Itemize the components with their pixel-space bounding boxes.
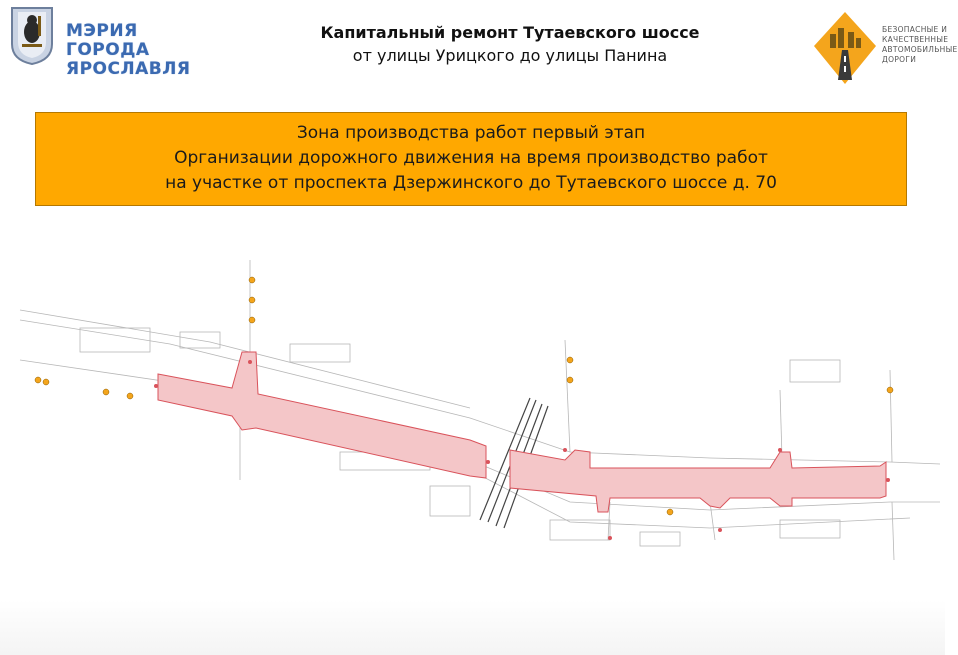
banner-line-1: Зона производства работ первый этап	[296, 123, 646, 143]
traffic-scheme-drawing	[10, 240, 942, 610]
org-line-1: МЭРИЯ ГОРОДА	[66, 21, 150, 60]
road-badge-icon	[812, 10, 878, 86]
city-hall-logo	[10, 6, 225, 79]
safe-roads-logo	[812, 10, 958, 86]
badge-line-1: БЕЗОПАСНЫЕ И	[882, 25, 948, 34]
banner-line-3: на участке от проспекта Дзержинского до Тутаевского шоссе д. 70	[165, 173, 777, 193]
org-line-2: ЯРОСЛАВЛЯ	[66, 59, 191, 79]
work-zone-banner	[35, 112, 907, 206]
badge-line-3: АВТОМОБИЛЬНЫЕ	[882, 45, 958, 54]
title-line-1: Капитальный ремонт Тутаевского шоссе	[320, 23, 700, 42]
coat-of-arms-icon	[10, 6, 54, 66]
title-line-2: от улицы Урицкого до улицы Панина	[352, 46, 668, 65]
footer-area	[0, 600, 945, 655]
page-title	[250, 22, 770, 68]
badge-line-4: ДОРОГИ	[882, 55, 917, 64]
badge-line-2: КАЧЕСТВЕННЫЕ	[882, 35, 949, 44]
banner-line-2: Организации дорожного движения на время производство работ	[174, 148, 768, 168]
badge-text	[882, 25, 958, 65]
org-name	[66, 22, 225, 79]
